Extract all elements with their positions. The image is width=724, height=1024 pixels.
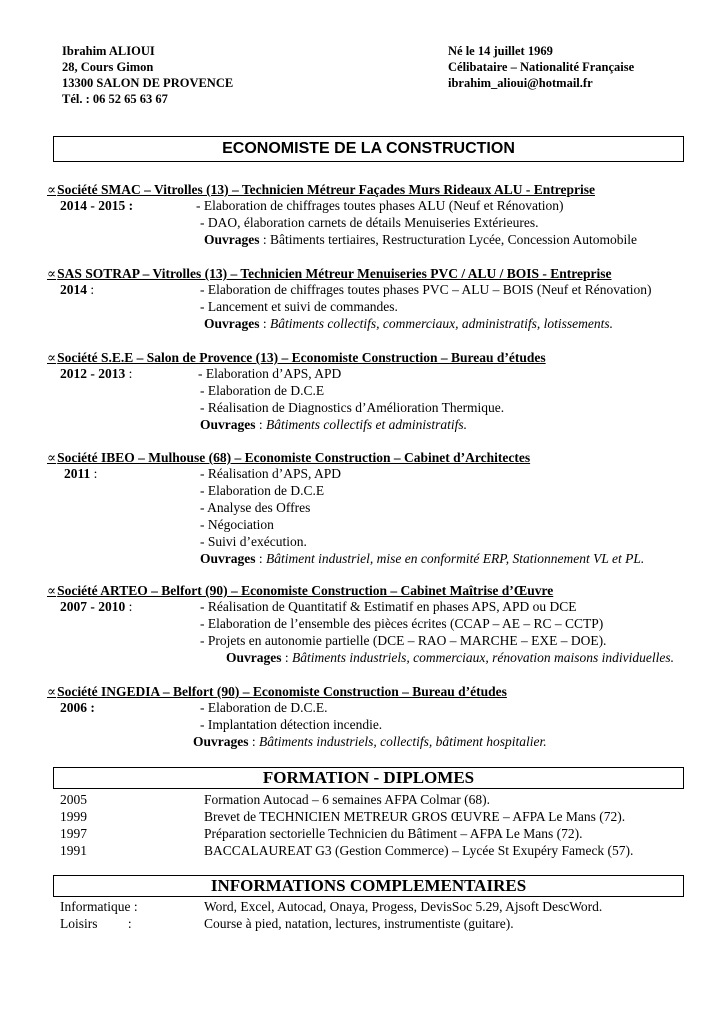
bullet-icon: ∝ bbox=[47, 450, 57, 465]
bullet-icon: ∝ bbox=[47, 266, 57, 281]
address-city: 13300 SALON DE PROVENCE bbox=[62, 76, 234, 90]
bullet-icon: ∝ bbox=[47, 182, 57, 197]
formation-year: 2005 bbox=[60, 792, 87, 807]
job-task: - Elaboration de D.C.E. bbox=[200, 700, 328, 715]
works-text: Bâtiments industriels, collectifs, bâtiment hospitalier. bbox=[259, 734, 547, 749]
info-title: INFORMATIONS COMPLEMENTAIRES bbox=[210, 876, 527, 895]
job-task: - Implantation détection incendie. bbox=[200, 717, 383, 732]
formation-text: Brevet de TECHNICIEN METREUR GROS ŒUVRE – AFPA Le Mans (72). bbox=[204, 809, 626, 824]
info-text: Word, Excel, Autocad, Onaya, Progess, DevisSoc 5.29, Ajsoft DescWord. bbox=[204, 899, 603, 914]
job-period: 2007 - 2010 : bbox=[60, 599, 133, 614]
job-task: - DAO, élaboration carnets de détails Menuiseries Extérieures. bbox=[200, 215, 539, 230]
formation-text: Formation Autocad – 6 semaines AFPA Colmar (68). bbox=[204, 792, 490, 807]
job-task: - Suivi d’exécution. bbox=[200, 534, 307, 549]
job-task: - Négociation bbox=[200, 517, 274, 532]
email-link[interactable]: ibrahim_alioui@hotmail.fr bbox=[448, 76, 593, 90]
formation-year: 1991 bbox=[60, 843, 87, 858]
job-heading bbox=[47, 583, 553, 599]
works-text: Bâtiments collectifs, commerciaux, administratifs, lotissements. bbox=[270, 316, 613, 331]
job-task: - Analyse des Offres bbox=[200, 500, 311, 515]
job-company: Société SMAC – Vitrolles (13) – Technicien Métreur Façades Murs Rideaux ALU - Entreprise bbox=[57, 182, 595, 197]
info-label: Loisirs : bbox=[60, 916, 132, 931]
works-text: Bâtiments industriels, commerciaux, rénovation maisons individuelles. bbox=[292, 650, 674, 665]
page-title-text: ECONOMISTE DE LA CONSTRUCTION bbox=[222, 140, 515, 157]
name: Ibrahim ALIOUI bbox=[62, 44, 155, 58]
job-heading bbox=[47, 350, 546, 366]
job-heading bbox=[47, 684, 507, 700]
works-text: : Bâtiments tertiaires, Restructuration Lycée, Concession Automobile bbox=[259, 232, 638, 247]
job-task: - Réalisation de Diagnostics d’Amélioration Thermique. bbox=[200, 400, 505, 415]
works-label: Ouvrages bbox=[204, 316, 260, 331]
info-label: Informatique : bbox=[60, 899, 138, 914]
job-works: Ouvrages : Bâtiments collectifs, commerciaux, administratifs, lotissements. bbox=[204, 316, 613, 331]
job-task: - Projets en autonomie partielle (DCE – RAO – MARCHE – EXE – DOE). bbox=[200, 633, 607, 648]
formation-title: FORMATION - DIPLOMES bbox=[262, 768, 475, 787]
job-works: Ouvrages : Bâtiments collectifs et administratifs. bbox=[200, 417, 467, 432]
works-text: Bâtiment industriel, mise en conformité ERP, Stationnement VL et PL. bbox=[266, 551, 645, 566]
personal-block bbox=[448, 43, 634, 91]
job-company: SAS SOTRAP – Vitrolles (13) – Technicien Métreur Menuiseries PVC / ALU / BOIS - Entreprise bbox=[57, 266, 612, 281]
job-period: 2012 - 2013 : bbox=[60, 366, 133, 381]
works-label: Ouvrages bbox=[204, 232, 260, 247]
job-heading bbox=[47, 182, 595, 198]
job-works: Ouvrages : Bâtiment industriel, mise en conformité ERP, Stationnement VL et PL. bbox=[200, 551, 645, 566]
formation-year: 1999 bbox=[60, 809, 87, 824]
contact-block bbox=[62, 43, 233, 107]
info-heading bbox=[53, 875, 684, 897]
bullet-icon: ∝ bbox=[47, 350, 57, 365]
job-works bbox=[204, 232, 637, 248]
works-text: Bâtiments collectifs et administratifs. bbox=[266, 417, 467, 432]
job-works: Ouvrages : Bâtiments industriels, collectifs, bâtiment hospitalier. bbox=[193, 734, 547, 749]
job-company: Société IBEO – Mulhouse (68) – Economiste Construction – Cabinet d’Architectes bbox=[57, 450, 531, 465]
job-company: Société S.E.E – Salon de Provence (13) – Economiste Construction – Bureau d’études bbox=[57, 350, 546, 365]
job-task: - Lancement et suivi de commandes. bbox=[200, 299, 398, 314]
birth-date: Né le 14 juillet 1969 bbox=[448, 44, 553, 58]
works-label: Ouvrages bbox=[193, 734, 249, 749]
bullet-icon: ∝ bbox=[47, 684, 57, 699]
job-heading bbox=[47, 450, 530, 466]
job-company: Société ARTEO – Belfort (90) – Economiste Construction – Cabinet Maîtrise d’Œuvre bbox=[57, 583, 554, 598]
page-title bbox=[53, 136, 684, 162]
job-works: Ouvrages : Bâtiments industriels, commerciaux, rénovation maisons individuelles. bbox=[226, 650, 674, 665]
job-period: 2014 - 2015 : bbox=[60, 198, 134, 213]
formation-text: BACCALAUREAT G3 (Gestion Commerce) – Lycée St Exupéry Fameck (57). bbox=[204, 843, 634, 858]
job-period: 2006 : bbox=[60, 700, 95, 715]
job-task: - Elaboration de chiffrages toutes phases PVC – ALU – BOIS (Neuf et Rénovation) bbox=[200, 282, 652, 297]
bullet-icon: ∝ bbox=[47, 583, 57, 598]
job-period: 2014 : bbox=[60, 282, 95, 297]
formation-text: Préparation sectorielle Technicien du Bâtiment – AFPA Le Mans (72). bbox=[204, 826, 583, 841]
job-task: - Elaboration de chiffrages toutes phases ALU (Neuf et Rénovation) bbox=[196, 198, 564, 213]
works-label: Ouvrages bbox=[226, 650, 282, 665]
job-task: - Elaboration d’APS, APD bbox=[198, 366, 342, 381]
formation-year: 1997 bbox=[60, 826, 87, 841]
address-street: 28, Cours Gimon bbox=[62, 60, 154, 74]
works-label: Ouvrages bbox=[200, 551, 256, 566]
job-task: - Réalisation de Quantitatif & Estimatif en phases APS, APD ou DCE bbox=[200, 599, 577, 614]
phone: Tél. : 06 52 65 63 67 bbox=[62, 92, 168, 106]
job-period: 2011 : bbox=[64, 466, 98, 481]
formation-heading bbox=[53, 767, 684, 789]
info-text: Course à pied, natation, lectures, instrumentiste (guitare). bbox=[204, 916, 514, 931]
job-task: - Elaboration de D.C.E bbox=[200, 483, 325, 498]
status: Célibataire – Nationalité Française bbox=[448, 60, 635, 74]
job-task: - Elaboration de D.C.E bbox=[200, 383, 325, 398]
job-task: - Réalisation d’APS, APD bbox=[200, 466, 342, 481]
works-label: Ouvrages bbox=[200, 417, 256, 432]
job-heading bbox=[47, 266, 612, 282]
job-task: - Elaboration de l’ensemble des pièces écrites (CCAP – AE – RC – CCTP) bbox=[200, 616, 604, 631]
job-company: Société INGEDIA – Belfort (90) – Economiste Construction – Bureau d’études bbox=[57, 684, 507, 699]
